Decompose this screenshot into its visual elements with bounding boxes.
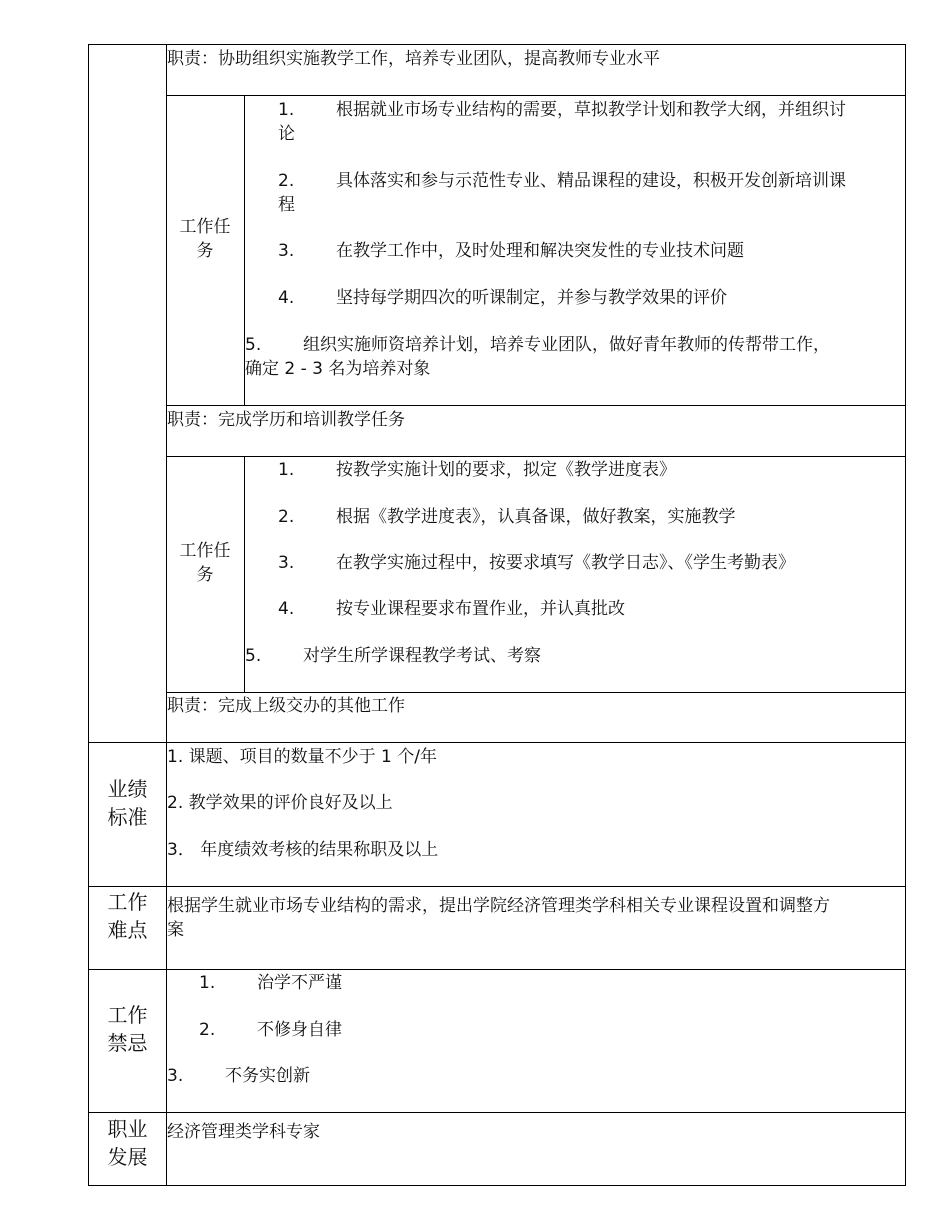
taboo-item [167, 1064, 310, 1088]
difficulty-label [89, 888, 166, 944]
task-number: 1. [278, 460, 295, 480]
taboo-text: 治学不严谨 [257, 973, 342, 993]
task-text: 坚持每学期四次的听课制定，并参与教学效果的评价 [336, 288, 727, 308]
task-number: 3. [278, 241, 295, 261]
task-text: 按专业课程要求布置作业，并认真批改 [336, 599, 625, 619]
task-number: 2. [278, 171, 295, 191]
label-line: 发展 [107, 1145, 148, 1169]
task-item [278, 98, 846, 122]
label-line: 工作 [107, 890, 148, 914]
row-divider [88, 969, 906, 970]
taboo-number: 3. [167, 1066, 184, 1086]
task-number: 3. [278, 553, 295, 573]
label-line: 职业 [107, 1117, 148, 1141]
task-text: 按教学实施计划的要求，拟定《教学进度表》 [336, 460, 676, 480]
task-item [245, 333, 830, 357]
task-item [278, 505, 736, 529]
performance-label [89, 775, 166, 831]
task-item [278, 169, 846, 193]
task-item-continuation: 论 [278, 124, 295, 144]
duty-title: 职责：完成上级交办的其他工作 [167, 696, 405, 716]
label-line: 难点 [107, 918, 148, 942]
label-line: 业绩 [107, 777, 148, 801]
label-line: 工作 [107, 1003, 148, 1027]
row-divider [166, 95, 906, 96]
row-divider [166, 405, 906, 406]
row-divider [166, 692, 906, 693]
task-item [278, 551, 795, 575]
task-number: 4. [278, 599, 295, 619]
taboo-item [199, 1018, 342, 1042]
task-label: 工作任务 [179, 541, 231, 585]
task-label: 工作任务 [179, 217, 231, 261]
task-text: 对学生所学课程教学考试、考察 [303, 646, 541, 666]
task-item [278, 239, 744, 263]
task-item [245, 644, 541, 668]
task-text: 根据《教学进度表》，认真备课，做好教案，实施教学 [336, 507, 736, 527]
row-divider [166, 456, 906, 457]
task-text: 在教学工作中，及时处理和解决突发性的专业技术问题 [336, 241, 744, 261]
task-text: 组织实施师资培养计划，培养专业团队，做好青年教师的传帮带工作， [303, 335, 830, 355]
task-number: 5. [245, 646, 262, 666]
difficulty-text: 根据学生就业市场专业结构的需求，提出学院经济管理类学科相关专业课程设置和调整方 [167, 896, 830, 916]
taboo-text: 不修身自律 [257, 1020, 342, 1040]
label-line: 标准 [107, 805, 148, 829]
task-number: 4. [278, 288, 295, 308]
row-divider [88, 886, 906, 887]
duty-title: 职责：协助组织实施教学工作，培养专业团队，提高教师专业水平 [167, 49, 660, 69]
task-item-continuation: 确定 2 - 3 名为培养对象 [245, 359, 431, 379]
row-divider [88, 742, 906, 743]
taboo-number: 2. [199, 1020, 216, 1040]
task-item [278, 286, 727, 310]
task-item-continuation: 程 [278, 195, 295, 215]
task-text: 根据就业市场专业结构的需要，草拟教学计划和教学大纲，并组织讨 [336, 100, 846, 120]
label-line: 禁忌 [107, 1031, 148, 1055]
task-text: 具体落实和参与示范性专业、精品课程的建设，积极开发创新培训课 [336, 171, 846, 191]
task-text: 在教学实施过程中，按要求填写《教学日志》、《学生考勤表》 [336, 553, 795, 573]
taboo-label [89, 1001, 166, 1057]
difficulty-text: 案 [167, 920, 184, 940]
duty-title: 职责：完成学历和培训教学任务 [167, 410, 405, 430]
row-divider [88, 1112, 906, 1113]
task-number: 2. [278, 507, 295, 527]
taboo-item [199, 971, 342, 995]
career-label [89, 1115, 166, 1171]
taboo-text: 不务实创新 [225, 1066, 310, 1086]
performance-item: 1. 课题、项目的数量不少于 1 个/年 [167, 747, 437, 767]
performance-item: 2. 教学效果的评价良好及以上 [167, 793, 393, 813]
task-item [278, 597, 625, 621]
task-item [278, 458, 676, 482]
task-number: 1. [278, 100, 295, 120]
performance-item: 3． 年度绩效考核的结果称职及以上 [167, 840, 439, 860]
career-text: 经济管理类学科专家 [167, 1122, 320, 1142]
task-number: 5. [245, 335, 262, 355]
taboo-number: 1. [199, 973, 216, 993]
